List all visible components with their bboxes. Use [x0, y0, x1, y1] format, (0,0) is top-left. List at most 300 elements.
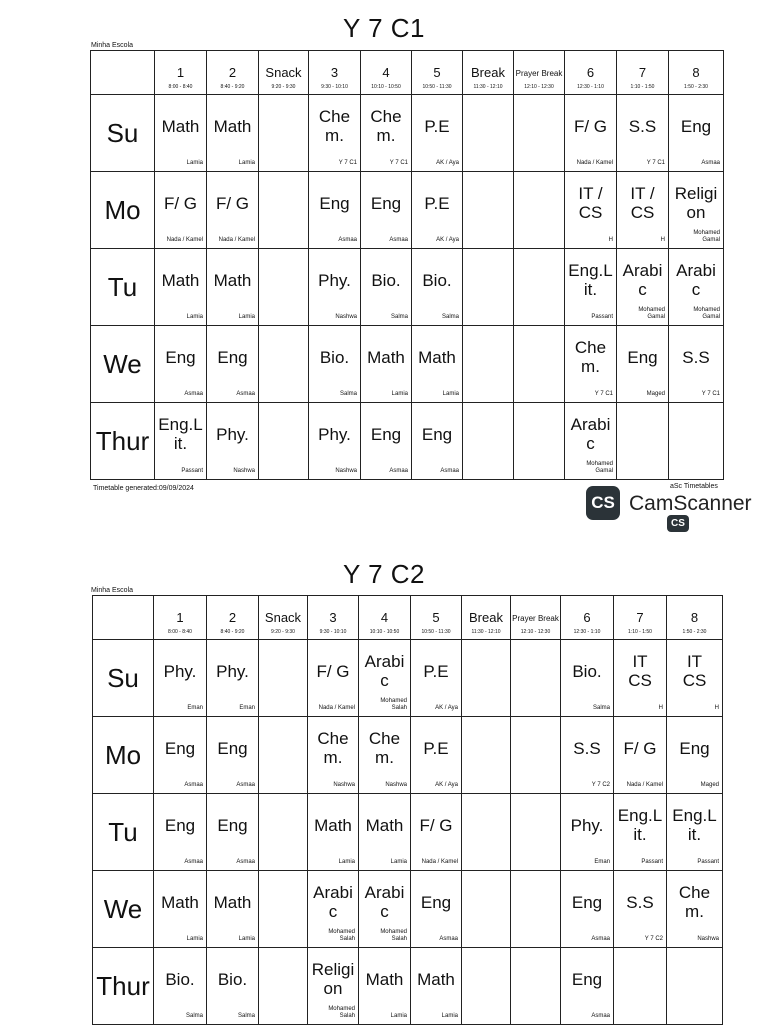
lesson-cell [154, 794, 207, 871]
lesson-cell [462, 794, 511, 871]
subject-name: Math [417, 969, 455, 989]
period-time: 1:50 - 2:30 [682, 629, 707, 635]
period-time: 10:10 - 10:50 [369, 629, 400, 635]
period-header [361, 51, 412, 95]
lesson-cell [154, 871, 207, 948]
period-time: 8:40 - 9:20 [220, 629, 245, 635]
lesson-cell [462, 871, 511, 948]
subject-name: IT CS [682, 652, 707, 690]
teacher-name: AK / Aya [436, 237, 459, 243]
period-header [514, 51, 565, 95]
lesson-cell [308, 871, 359, 948]
subject-name [260, 326, 307, 388]
period-time: 9:20 - 9:30 [271, 84, 296, 90]
teacher-name: Nashwa [233, 468, 255, 474]
period-header [309, 51, 361, 95]
teacher-name: Salma [441, 314, 459, 320]
lesson-cell [511, 871, 561, 948]
lesson-cell [359, 871, 411, 948]
lesson-cell [565, 172, 617, 249]
lesson-cell [561, 640, 614, 717]
teacher-name: Mohamed Salah [380, 698, 407, 711]
period-time: 1:10 - 1:50 [628, 629, 652, 635]
teacher-name: Nada / Kamel [166, 237, 203, 243]
teacher-name: Asmaa [236, 391, 255, 397]
subject-name: Math [418, 347, 456, 367]
lesson-cell [462, 948, 511, 1025]
subject-name [260, 794, 306, 856]
subject-name [668, 948, 721, 1010]
period-time: 10:10 - 10:50 [371, 84, 401, 90]
teacher-name: Y 7 C1 [701, 391, 720, 397]
period-header [155, 51, 207, 95]
teacher-name: Nashwa [335, 468, 357, 474]
subject-name: Eng.L it. [568, 261, 613, 299]
timetable-grid [92, 595, 723, 1025]
subject-name: Che m. [368, 729, 401, 767]
period-header [207, 51, 259, 95]
subject-name: Eng [217, 347, 248, 367]
teacher-name: Eman [187, 705, 203, 711]
subject-name: Che m. [678, 883, 711, 921]
lesson-cell [207, 95, 259, 172]
teacher-name: Salma [339, 391, 357, 397]
lesson-cell [207, 326, 259, 403]
teacher-name: Salma [185, 1013, 203, 1019]
lesson-cell [514, 249, 565, 326]
lesson-cell [617, 326, 669, 403]
subject-name [260, 948, 306, 1010]
subject-name [670, 403, 722, 465]
subject-name: Eng [319, 193, 350, 213]
subject-name [515, 172, 563, 234]
day-row [93, 871, 723, 948]
period-label: 5 [432, 610, 440, 625]
subject-name: Phy. [216, 661, 249, 681]
period-header [154, 596, 207, 640]
subject-name: F/ G [419, 815, 453, 835]
lesson-cell [259, 640, 308, 717]
lesson-cell [309, 326, 361, 403]
subject-name [463, 717, 509, 779]
teacher-name: Asmaa [184, 859, 203, 865]
teacher-name: Nashwa [335, 314, 357, 320]
period-header [359, 596, 411, 640]
subject-name: Eng.L it. [672, 806, 717, 844]
lesson-cell [361, 172, 412, 249]
subject-name: Eng [165, 347, 196, 367]
subject-name: Math [161, 270, 200, 290]
lesson-cell [561, 871, 614, 948]
teacher-name: Lamia [238, 314, 255, 320]
teacher-name: Mohamed Gamal [586, 461, 613, 474]
period-time: 9:30 - 10:10 [319, 629, 347, 635]
subject-name: Eng [679, 738, 710, 758]
teacher-name: Mohamed Salah [380, 929, 407, 942]
subject-name: Bio. [422, 270, 452, 290]
lesson-cell [259, 403, 309, 480]
period-label: 7 [636, 610, 644, 625]
timetable-title: Y 7 C1 [342, 13, 425, 43]
lesson-cell [361, 249, 412, 326]
subject-name [515, 249, 563, 311]
teacher-name: Mohamed Salah [328, 929, 355, 942]
period-time: 10:50 - 11:30 [422, 84, 452, 90]
subject-name: P.E [424, 116, 450, 136]
day-row [93, 794, 723, 871]
lesson-cell [207, 717, 259, 794]
lesson-cell [617, 249, 669, 326]
subject-name [463, 871, 509, 933]
lesson-cell [259, 794, 308, 871]
teacher-name: H [660, 237, 665, 243]
subject-name [260, 172, 307, 234]
period-time: 8:40 - 9:20 [220, 84, 245, 90]
corner-cell [91, 51, 155, 95]
lesson-cell [463, 403, 514, 480]
subject-name [618, 403, 667, 465]
teacher-name: Y 7 C2 [644, 936, 663, 942]
teacher-name: Lamia [238, 160, 255, 166]
lesson-cell [259, 948, 308, 1025]
subject-name [260, 717, 306, 779]
lesson-cell [514, 403, 565, 480]
lesson-cell [412, 172, 463, 249]
lesson-cell [259, 717, 308, 794]
lesson-cell [617, 172, 669, 249]
subject-name: Phy. [163, 661, 197, 681]
teacher-name: Nada / Kamel [576, 160, 613, 166]
lesson-cell [155, 326, 207, 403]
lesson-cell [155, 172, 207, 249]
period-header [259, 51, 309, 95]
lesson-cell [207, 403, 259, 480]
lesson-cell [309, 249, 361, 326]
period-time: 8:00 - 8:40 [168, 84, 193, 90]
lesson-cell [463, 95, 514, 172]
subject-name: Religi on [674, 184, 718, 222]
period-header [308, 596, 359, 640]
teacher-name: Passant [641, 859, 663, 865]
subject-name [515, 95, 563, 157]
subject-name: IT / CS [578, 184, 603, 222]
subject-name: Arabi c [570, 415, 611, 453]
subject-name: Eng.L it. [158, 415, 203, 453]
teacher-name: Eman [594, 859, 610, 865]
day-label: Su [91, 95, 155, 172]
subject-name: Eng [627, 347, 658, 367]
subject-name [464, 172, 512, 234]
period-label: 6 [586, 65, 595, 80]
subject-name: Eng [217, 738, 248, 758]
teacher-name: AK / Aya [436, 160, 459, 166]
lesson-cell [155, 403, 207, 480]
subject-name: Eng [217, 815, 248, 835]
lesson-cell [565, 249, 617, 326]
subject-name: Math [213, 270, 252, 290]
subject-name: Math [314, 815, 352, 835]
period-label: 3 [329, 610, 337, 625]
day-label: Su [93, 640, 154, 717]
subject-name: IT / CS [630, 184, 655, 222]
subject-name: Math [161, 116, 200, 136]
period-label: 2 [228, 65, 237, 80]
subject-name: Bio. [319, 347, 350, 367]
subject-name: S.S [628, 116, 657, 136]
lesson-cell [154, 640, 207, 717]
subject-name: Bio. [165, 969, 195, 989]
lesson-cell [411, 717, 462, 794]
subject-name [464, 326, 512, 388]
subject-name [463, 640, 509, 702]
subject-name: Arabi c [364, 652, 405, 690]
lesson-cell [207, 640, 259, 717]
lesson-cell [361, 95, 412, 172]
teacher-name: Maged [700, 782, 719, 788]
teacher-name: H [714, 705, 719, 711]
subject-name [515, 403, 563, 465]
day-row [91, 172, 724, 249]
subject-name: Arabi c [364, 883, 405, 921]
period-label: 3 [330, 65, 339, 80]
teacher-name: Passant [181, 468, 203, 474]
subject-name: Math [213, 116, 252, 136]
subject-name: P.E [424, 193, 450, 213]
day-label: Thur [93, 948, 154, 1025]
period-header [412, 51, 463, 95]
subject-name: P.E [423, 661, 449, 681]
teacher-name: H [608, 237, 613, 243]
lesson-cell [511, 794, 561, 871]
subject-name [512, 871, 559, 933]
subject-name [260, 95, 307, 157]
teacher-name: Asmaa [184, 391, 203, 397]
day-row [93, 717, 723, 794]
lesson-cell [462, 640, 511, 717]
subject-name [260, 640, 306, 702]
lesson-cell [207, 249, 259, 326]
lesson-cell [411, 640, 462, 717]
lesson-cell [309, 95, 361, 172]
teacher-name: Mohamed Salah [328, 1006, 355, 1019]
period-label: Break [471, 65, 505, 80]
corner-cell [93, 596, 154, 640]
lesson-cell [561, 717, 614, 794]
period-label: Break [469, 610, 503, 625]
period-time: 12:30 - 1:10 [573, 629, 601, 635]
camscanner-logo-icon: CS [586, 486, 620, 520]
lesson-cell [561, 794, 614, 871]
lesson-cell [359, 717, 411, 794]
lesson-cell [259, 249, 309, 326]
camscanner-small-icon: CS [667, 515, 689, 532]
lesson-cell [462, 717, 511, 794]
lesson-cell [412, 249, 463, 326]
day-row [91, 403, 724, 480]
period-header [411, 596, 462, 640]
subject-name: Che m. [574, 338, 607, 376]
school-name: Minha Escola [91, 42, 134, 49]
period-label: Prayer Break [512, 614, 559, 623]
period-header [207, 596, 259, 640]
period-label: Snack [264, 610, 302, 625]
lesson-cell [259, 326, 309, 403]
subject-name: S.S [573, 738, 601, 758]
subject-name: Eng.L it. [617, 806, 663, 844]
subject-name: Bio. [371, 270, 401, 290]
teacher-name: Salma [237, 1013, 255, 1019]
period-time: 1:10 - 1:50 [630, 84, 655, 90]
period-time: 1:50 - 2:30 [684, 84, 708, 90]
lesson-cell [463, 326, 514, 403]
teacher-name: Nashwa [697, 936, 719, 942]
subject-name: F/ G [215, 193, 250, 213]
subject-name: S.S [626, 892, 654, 912]
teacher-name: Nashwa [333, 782, 355, 788]
period-label: 1 [176, 610, 184, 625]
teacher-name: Nada / Kamel [218, 237, 255, 243]
teacher-name: Y 7 C1 [594, 391, 613, 397]
lesson-cell [565, 95, 617, 172]
subject-name: Phy. [216, 424, 249, 444]
teacher-name: Nada / Kamel [318, 705, 355, 711]
subject-name: Arabi c [313, 883, 353, 921]
teacher-name: Lamia [390, 859, 407, 865]
day-label: Tu [93, 794, 154, 871]
teacher-name: Lamia [442, 391, 459, 397]
teacher-name: Asmaa [439, 936, 458, 942]
period-header [463, 51, 514, 95]
lesson-cell [667, 640, 723, 717]
period-time: 8:00 - 8:40 [168, 629, 192, 635]
lesson-cell [617, 403, 669, 480]
teacher-name: Salma [390, 314, 408, 320]
day-label: Mo [91, 172, 155, 249]
subject-name [260, 871, 306, 933]
period-time: 10:50 - 11:30 [421, 629, 451, 635]
lesson-cell [511, 640, 561, 717]
lesson-cell [667, 871, 723, 948]
period-label: Snack [265, 65, 302, 80]
period-header [669, 51, 724, 95]
teacher-name: Maged [646, 391, 665, 397]
subject-name [463, 948, 509, 1010]
teacher-name: Salma [592, 705, 610, 711]
subject-name: Che m. [317, 729, 349, 767]
teacher-name: Y 7 C1 [646, 160, 665, 166]
period-time: 11:30 - 12:10 [471, 629, 501, 635]
lesson-cell [155, 95, 207, 172]
lesson-cell [667, 948, 723, 1025]
subject-name: F/ G [316, 661, 350, 681]
subject-name: Bio. [217, 969, 248, 989]
subject-name [512, 794, 559, 856]
teacher-name: Lamia [441, 1013, 458, 1019]
teacher-name: Lamia [238, 936, 255, 942]
lesson-cell [565, 326, 617, 403]
subject-name: Eng [571, 969, 603, 989]
period-label: 4 [380, 610, 389, 625]
lesson-cell [207, 794, 259, 871]
lesson-cell [259, 172, 309, 249]
lesson-cell [463, 172, 514, 249]
subject-name: Eng [420, 892, 452, 912]
teacher-name: Lamia [186, 160, 203, 166]
period-label: 8 [692, 65, 700, 80]
subject-name: Math [213, 892, 252, 912]
lesson-cell [309, 403, 361, 480]
period-time: 12:30 - 1:10 [577, 84, 604, 90]
subject-name: Che m. [370, 107, 402, 145]
teacher-name: Asmaa [389, 468, 408, 474]
lesson-cell [411, 794, 462, 871]
period-label: Prayer Break [515, 69, 563, 78]
generator-credit: aSc Timetables [670, 483, 718, 490]
period-label: 4 [382, 65, 390, 80]
lesson-cell [614, 794, 667, 871]
lesson-cell [308, 794, 359, 871]
period-label: 8 [690, 610, 699, 625]
lesson-cell [361, 403, 412, 480]
subject-name [260, 403, 307, 465]
period-time: 12:10 - 12:30 [524, 84, 554, 90]
teacher-name: Passant [591, 314, 613, 320]
lesson-cell [561, 948, 614, 1025]
subject-name: Religi on [311, 960, 355, 998]
subject-name: Math [365, 815, 404, 835]
lesson-cell [412, 95, 463, 172]
subject-name: IT CS [628, 652, 652, 690]
lesson-cell [669, 326, 724, 403]
subject-name [515, 326, 563, 388]
subject-name: Math [161, 892, 199, 912]
teacher-name: Nada / Kamel [421, 859, 458, 865]
subject-name: Math [367, 347, 405, 367]
camscanner-wordmark: CamScanner [629, 492, 752, 515]
lesson-cell [463, 249, 514, 326]
day-row [91, 95, 724, 172]
day-row [91, 326, 724, 403]
teacher-name: AK / Aya [435, 782, 458, 788]
teacher-name: Asmaa [236, 859, 255, 865]
subject-name: Eng [164, 738, 196, 758]
subject-name [464, 249, 512, 311]
teacher-name: Asmaa [236, 782, 255, 788]
subject-name: F/ G [163, 193, 198, 213]
period-header [667, 596, 723, 640]
lesson-cell [359, 640, 411, 717]
teacher-name: Asmaa [389, 237, 408, 243]
period-time: 9:20 - 9:30 [271, 629, 295, 635]
lesson-cell [514, 172, 565, 249]
subject-name [464, 95, 512, 157]
lesson-cell [412, 326, 463, 403]
generated-date: Timetable generated:09/09/2024 [93, 485, 194, 492]
subject-name: Arabi c [676, 261, 716, 299]
period-header [565, 51, 617, 95]
subject-name: Phy. [318, 270, 351, 290]
teacher-name: H [658, 705, 663, 711]
period-header [462, 596, 511, 640]
lesson-cell [614, 871, 667, 948]
lesson-cell [514, 326, 565, 403]
subject-name [463, 794, 509, 856]
subject-name [615, 948, 665, 1010]
timetable-title: Y 7 C2 [342, 559, 425, 589]
lesson-cell [617, 95, 669, 172]
period-label: 2 [228, 610, 237, 625]
lesson-cell [359, 794, 411, 871]
